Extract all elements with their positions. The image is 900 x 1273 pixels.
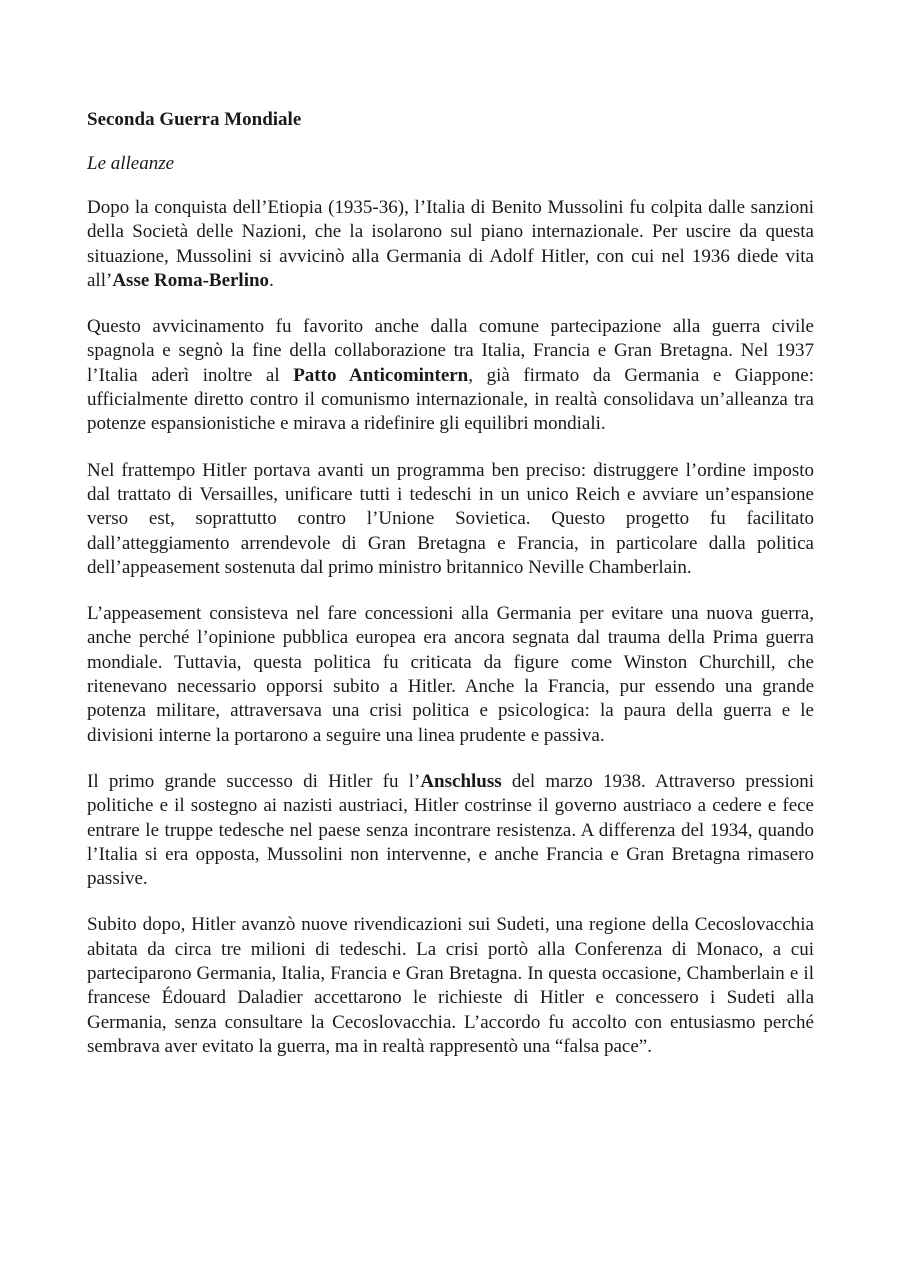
text-run: L’appeasement consisteva nel fare concessioni alla Germania per evitare una nuova guerra, anche perché l’opinione pubblica europea era ancora segnata dal trauma della Prima guerra mondiale. Tuttavia, questa politica fu criticata da figure come Winston Churchill, che ritenevano necessario opporsi subito a Hitler. Anche la Francia, pur essendo una grande potenza militare, attraversava una crisi politica e psicologica: la paura della guerra e le divisioni interne la portarono a seguire una linea prudente e passiva.	[87, 603, 814, 746]
document-page	[87, 108, 814, 1081]
bold-term: Asse Roma-Berlino	[112, 269, 270, 291]
text-run: Questo avvicinamento fu favorito anche dalla comune partecipazione alla guerra civile spagnola e segnò la fine della collaborazione tra Italia, Francia e Gran Bretagna. Nel 1937 l’Italia aderì inoltre al	[87, 316, 814, 386]
paragraphs-container	[87, 196, 814, 1059]
text-run: Subito dopo, Hitler avanzò nuove rivendicazioni sui Sudeti, una regione della Cecoslovacchia abitata da circa tre milioni di tedeschi. La crisi portò alla Conferenza di Monaco, a cui parteciparono Germania, Italia, Francia e Gran Bretagna. In questa occasione, Chamberlain e il francese Édouard Daladier accettarono le richieste di Hitler e concessero i Sudeti alla Germania, senza consultare la Cecoslovacchia. L’accordo fu accolto con entusiasmo perché sembrava aver evitato la guerra, ma in realtà rappresentò una “falsa pace”.	[87, 914, 814, 1057]
document-title: Seconda Guerra Mondiale	[87, 109, 302, 130]
text-run: .	[269, 269, 274, 291]
text-run: Il primo grande successo di Hitler fu l’	[87, 770, 421, 792]
paragraph	[87, 770, 814, 891]
bold-term: Patto Anticomintern	[293, 364, 469, 386]
paragraph	[87, 196, 814, 293]
paragraph	[87, 315, 814, 436]
section-subtitle: Le alleanze	[87, 153, 175, 174]
paragraph	[87, 913, 814, 1059]
text-run: Nel frattempo Hitler portava avanti un programma ben preciso: distruggere l’ordine imposto dal trattato di Versailles, unificare tutti i tedeschi in un unico Reich e avviare un’espansione verso est, soprattutto contro l’Unione Sovietica. Questo progetto fu facilitato dall’atteggiamento arrendevole di Gran Bretagna e Francia, in particolare dalla politica dell’appeasement sostenuta dal primo ministro britannico Neville Chamberlain.	[87, 459, 814, 578]
text-run: del marzo 1938. Attraverso pressioni politiche e il sostegno ai nazisti austriaci, Hitler costrinse il governo austriaco a cedere e fece entrare le truppe tedesche nel paese senza incontrare resistenza. A differenza del 1934, quando l’Italia si era opposta, Mussolini non intervenne, e anche Francia e Gran Bretagna rimasero passive.	[87, 770, 815, 890]
text-run: , già firmato da Germania e Giappone: ufficialmente diretto contro il comunismo internazionale, in realtà consolidava un’alleanza tra potenze espansionistiche e mirava a ridefinire gli equilibri mondiali.	[87, 364, 814, 435]
paragraph	[87, 602, 814, 748]
text-run: Dopo la conquista dell’Etiopia (1935-36), l’Italia di Benito Mussolini fu colpita dalle sanzioni della Società delle Nazioni, che la isolarono sul piano internazionale. Per uscire da questa situazione, Mussolini si avvicinò alla Germania di Adolf Hitler, con cui nel 1936 diede vita all’	[87, 197, 814, 291]
bold-term: Anschluss	[420, 770, 502, 792]
paragraph	[87, 459, 814, 580]
